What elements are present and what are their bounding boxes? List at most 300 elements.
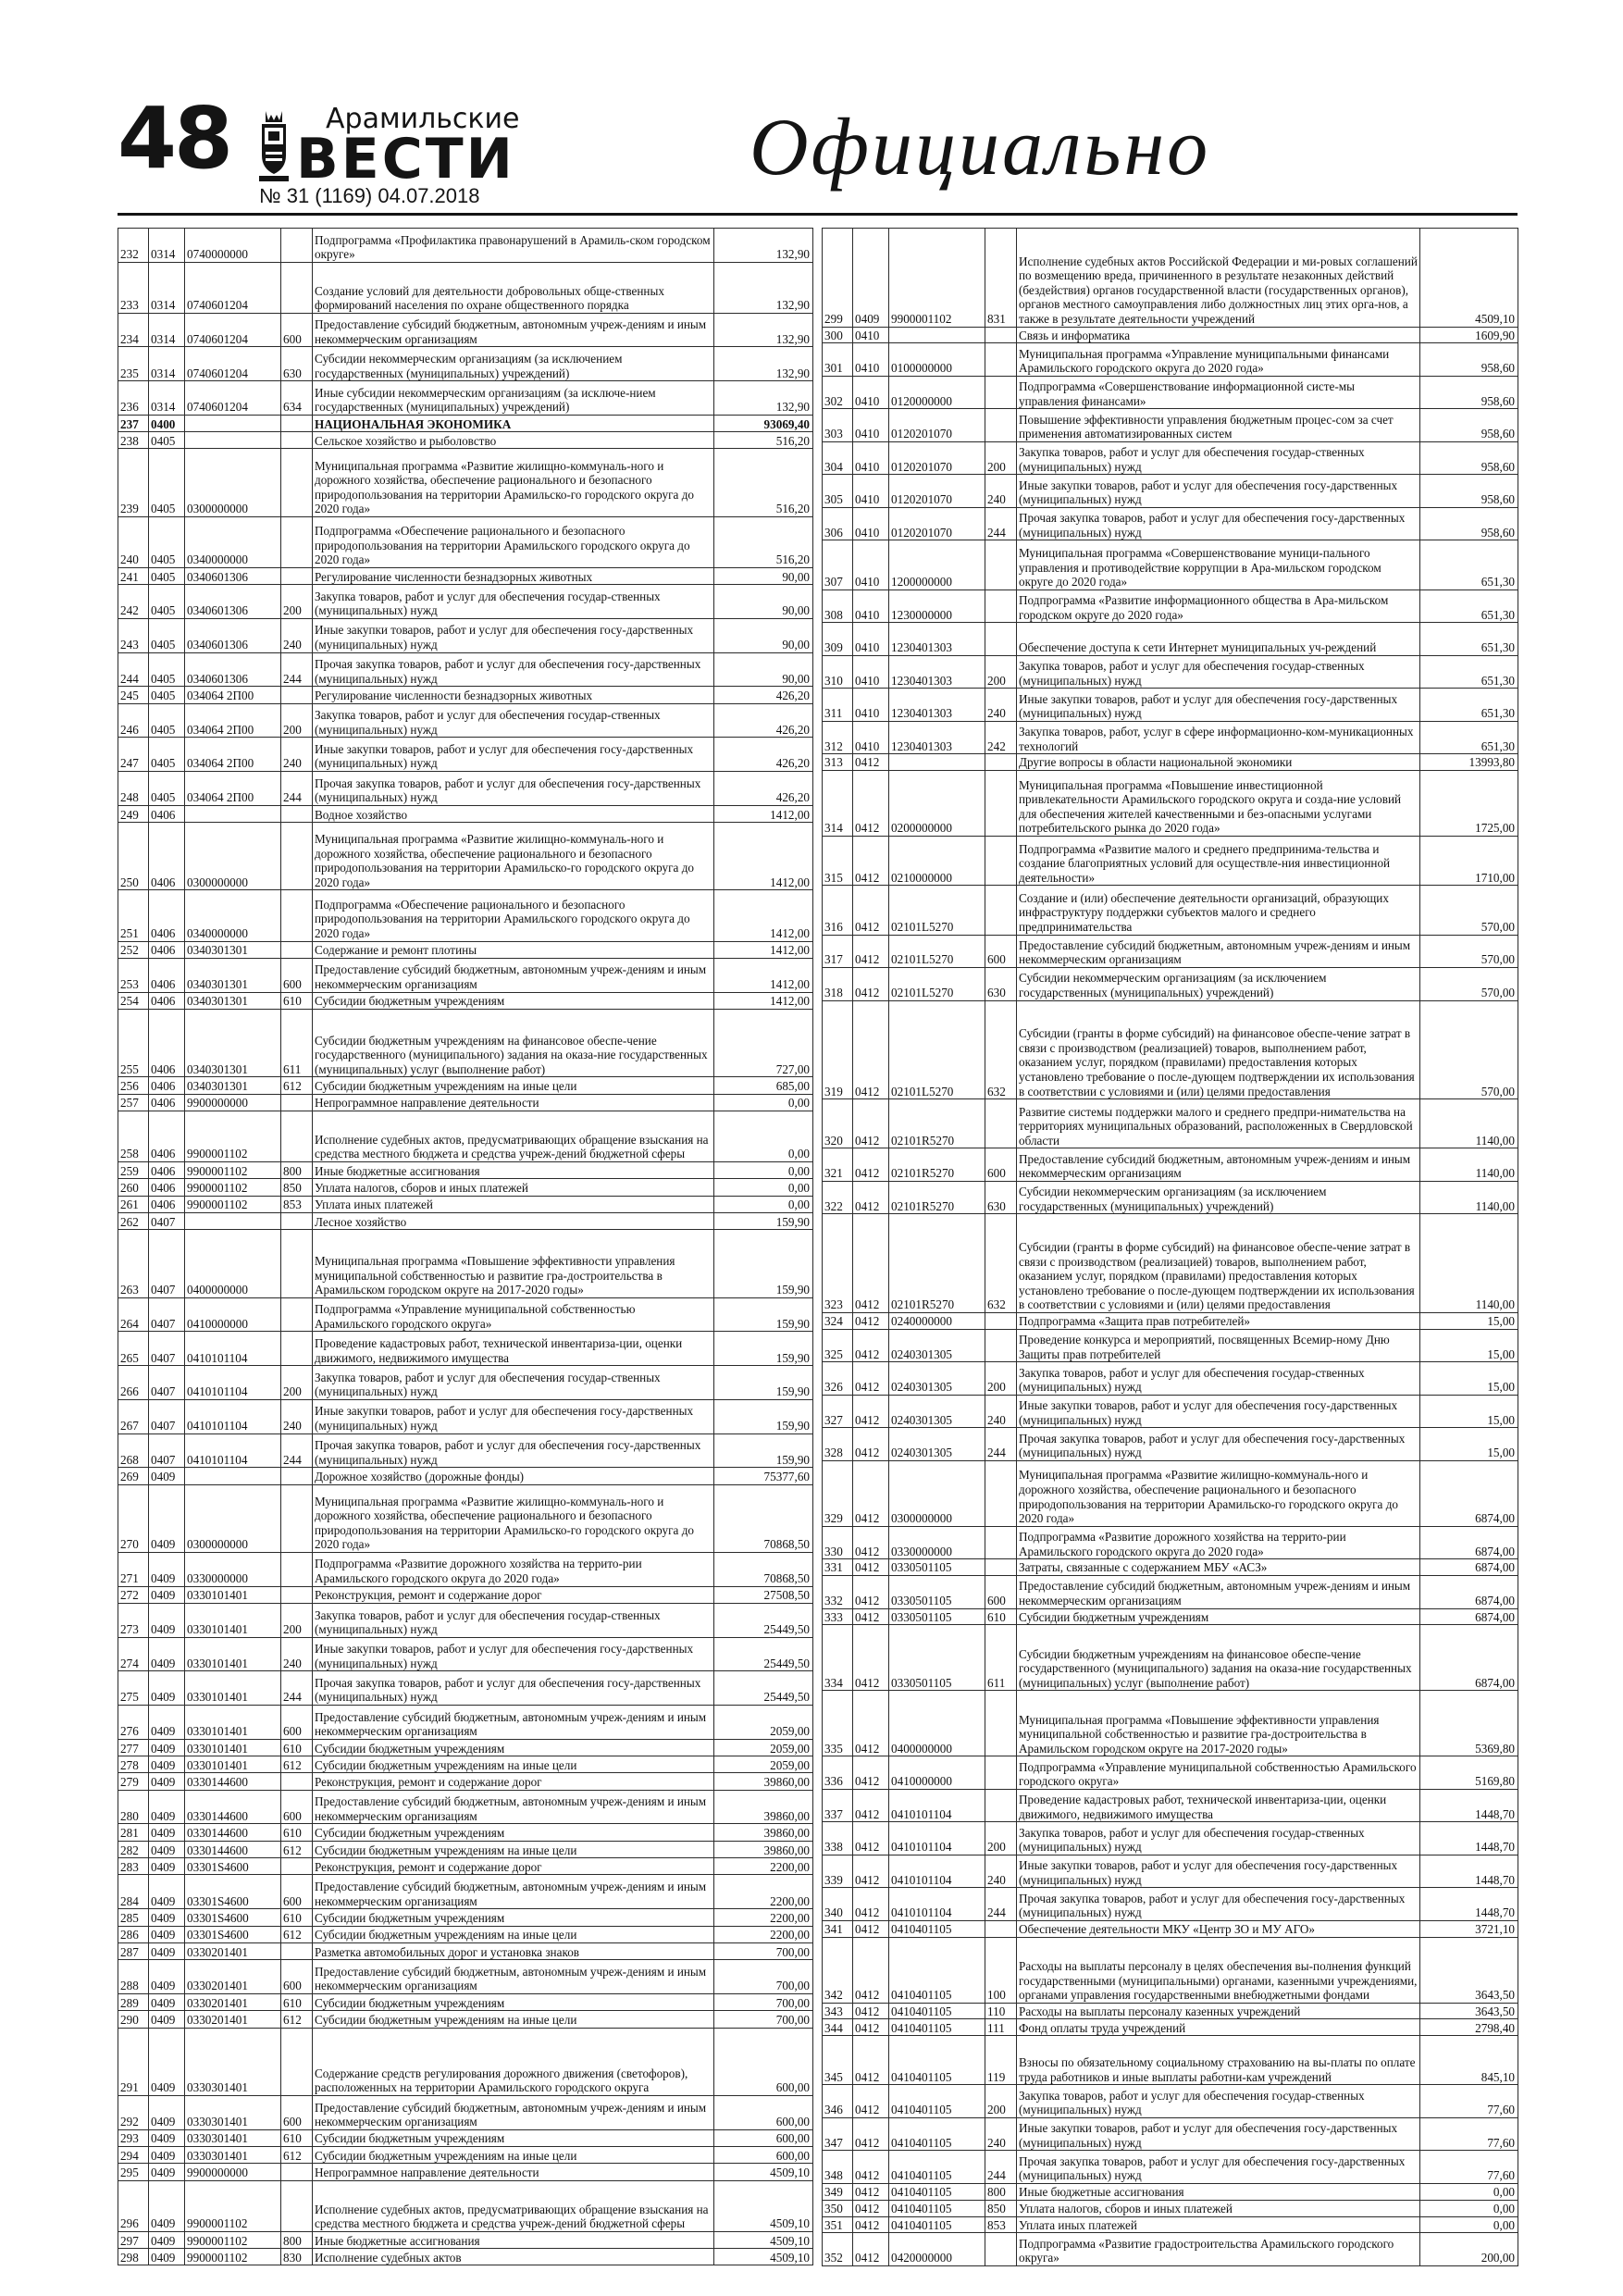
table-row (823, 1099, 1518, 1148)
expense-type-code (281, 941, 313, 958)
table-row (823, 2200, 1518, 2216)
section-code: 0412 (853, 1214, 889, 1313)
amount-value: 1448,70 (1420, 1822, 1518, 1855)
expense-type-code: 244 (985, 1888, 1017, 1921)
section-code: 0412 (853, 1625, 889, 1691)
item-description: Проведение кадастровых работ, технической инвентаризa-ции, оценки движимого, недвижимого имущества (1017, 1789, 1420, 1822)
amount-value: 0,00 (1420, 2184, 1518, 2201)
expense-type-code: 244 (281, 772, 313, 806)
row-number: 306 (823, 507, 853, 540)
table-row (823, 229, 1518, 328)
row-number: 265 (118, 1332, 149, 1366)
section-code: 0412 (853, 1855, 889, 1888)
item-description: Муниципальная программа «Развитие жилищно-коммуналь-ного и дорожного хозяйства, обеспечение рационального и безопасного природопользования на территории Арамильско-го городского округа до 2020 года» (313, 449, 714, 516)
target-article-code: 0330101401 (185, 1739, 281, 1756)
target-article-code: 0340301301 (185, 941, 281, 958)
item-description: Предоставление субсидий бюджетным, автономным учреж-дениям и иным некоммерческим организациям (313, 958, 714, 992)
target-article-code: 0330301401 (185, 2129, 281, 2146)
target-article-code (185, 805, 281, 822)
item-description: Расходы на выплаты персоналу казенных учреждений (1017, 2003, 1420, 2019)
expense-type-code (281, 1111, 313, 1161)
section-code: 0412 (853, 1428, 889, 1461)
row-number: 260 (118, 1179, 149, 1196)
expense-type-code (985, 1559, 1017, 1576)
table-row (823, 2184, 1518, 2201)
amount-value: 1412,00 (714, 941, 813, 958)
item-description: Субсидии бюджетным учреждениям (313, 2129, 714, 2146)
target-article-code: 9900001102 (889, 229, 985, 328)
table-row (118, 1111, 813, 1161)
amount-value: 4509,10 (714, 2164, 813, 2180)
target-article-code: 0340301301 (185, 992, 281, 1009)
item-description: Подпрограмма «Развитие малого и среднего предпринима-тельства и создание благоприятных условий для осуществле-ния инвестиционной деятельности» (1017, 837, 1420, 886)
expense-type-code: 200 (985, 2085, 1017, 2118)
item-description: Субсидии бюджетным учреждениям на финансовое обеспе-чение государственного (муниципального) задания на оказа-ние государственных (муниципальных) услуг (выполнение работ) (1017, 1625, 1420, 1691)
expense-type-code: 610 (281, 1993, 313, 2010)
amount-value: 4509,10 (714, 2180, 813, 2231)
target-article-code: 9900000000 (185, 2164, 281, 2180)
section-code: 0314 (149, 381, 185, 416)
row-number: 331 (823, 1559, 853, 1576)
section-code: 0407 (149, 1213, 185, 1230)
expense-type-code: 630 (281, 347, 313, 381)
section-code: 0412 (853, 2117, 889, 2151)
table-row (118, 1094, 813, 1111)
section-code: 0412 (853, 1608, 889, 1625)
amount-value: 132,90 (714, 229, 813, 263)
row-number: 288 (118, 1960, 149, 1994)
item-description: Иные субсидии некоммерческим организациям (за исключе-нием государственных (муниципальных) учреждений) (313, 381, 714, 416)
row-number: 273 (118, 1603, 149, 1637)
item-description: Закупка товаров, работ и услуг для обеспечения государ-ственных (муниципальных) нужд (313, 1603, 714, 1637)
amount-value: 132,90 (714, 262, 813, 313)
table-row (823, 721, 1518, 754)
table-row (823, 1937, 1518, 2003)
amount-value: 39860,00 (714, 1824, 813, 1841)
table-row (118, 1399, 813, 1433)
table-row (823, 655, 1518, 689)
item-description: Предоставление субсидий бюджетным, автономным учреж-дениям и иным некоммерческим организациям (313, 1790, 714, 1824)
item-description: Исполнение судебных актов, предусматривающих обращение взыскания на средства местного бюджета и средства учреж-дений бюджетной сферы (313, 2180, 714, 2231)
item-description: Субсидии бюджетным учреждениям (313, 992, 714, 1009)
amount-value: 132,90 (714, 347, 813, 381)
section-code: 0409 (149, 2231, 185, 2248)
row-number: 313 (823, 754, 853, 771)
row-number: 310 (823, 655, 853, 689)
target-article-code: 0120201070 (889, 441, 985, 475)
target-article-code: 0330201401 (185, 2011, 281, 2028)
item-description: Создание и (или) обеспечение деятельности организаций, образующих инфраструктуру поддержки субъектов малого и среднего предпринимательства (1017, 886, 1420, 935)
row-number: 280 (118, 1790, 149, 1824)
amount-value: 651,30 (1420, 590, 1518, 623)
target-article-code: 0410101104 (889, 1822, 985, 1855)
section-code: 0406 (149, 1009, 185, 1076)
section-code: 0409 (149, 1993, 185, 2010)
table-row (823, 837, 1518, 886)
target-article-code: 0330000000 (889, 1526, 985, 1559)
table-row (118, 1739, 813, 1756)
section-code: 0412 (853, 2216, 889, 2233)
expense-type-code: 634 (281, 381, 313, 416)
expense-type-code: 244 (985, 507, 1017, 540)
expense-type-code: 612 (281, 2011, 313, 2028)
table-row (823, 1855, 1518, 1888)
item-description: Муниципальная программа «Развитие жилищно-коммуналь-ного и дорожного хозяйства, обеспечение рационального и безопасного природопользования на территории Арамильско-го городского округа до 2020 года» (1017, 1460, 1420, 1526)
amount-value: 516,20 (714, 432, 813, 449)
amount-value: 0,00 (1420, 2216, 1518, 2233)
section-code: 0410 (853, 327, 889, 343)
section-code: 0412 (853, 1822, 889, 1855)
item-description: Иные закупки товаров, работ и услуг для обеспечения госу-дарственных (муниципальных) нужд (313, 738, 714, 772)
item-description: Прочая закупка товаров, работ и услуг для обеспечения госу-дарственных (муниципальных) нужд (313, 772, 714, 806)
paper-name-logo: ВЕСТИ (296, 127, 515, 192)
target-article-code: 9900001102 (185, 1111, 281, 1161)
expense-type-code: 610 (281, 1824, 313, 1841)
section-code: 0412 (853, 1460, 889, 1526)
section-code: 0407 (149, 1399, 185, 1433)
section-code: 0405 (149, 687, 185, 703)
section-code: 0412 (853, 2085, 889, 2118)
target-article-code (185, 1213, 281, 1230)
issue-number-date: № 31 (1169) 04.07.2018 (259, 184, 480, 207)
row-number: 341 (823, 1920, 853, 1937)
row-number: 344 (823, 2019, 853, 2036)
row-number: 255 (118, 1009, 149, 1076)
section-code: 0409 (149, 1942, 185, 1959)
section-code: 0412 (853, 1756, 889, 1790)
expense-type-code: 611 (985, 1625, 1017, 1691)
target-article-code: 9900001102 (185, 2249, 281, 2265)
city-crest-icon (257, 107, 291, 185)
table-row (118, 1196, 813, 1212)
item-description: Сельское хозяйство и рыболовство (313, 432, 714, 449)
target-article-code: 0340000000 (185, 890, 281, 941)
section-code: 0412 (853, 2233, 889, 2266)
amount-value: 516,20 (714, 449, 813, 516)
table-row (118, 703, 813, 738)
target-article-code: 9900001102 (185, 2231, 281, 2248)
section-code: 0409 (149, 1552, 185, 1586)
target-article-code: 0330501105 (889, 1559, 985, 1576)
target-article-code: 0410000000 (889, 1756, 985, 1790)
target-article-code: 0410401105 (889, 2085, 985, 2118)
item-description: Подпрограмма «Развитие дорожного хозяйства на террито-рии Арамильского городского округа до 2020 года» (1017, 1526, 1420, 1559)
target-article-code: 0330301401 (185, 2095, 281, 2129)
expense-type-code: 240 (985, 1855, 1017, 1888)
row-number: 337 (823, 1789, 853, 1822)
item-description: Субсидии бюджетным учреждениям (313, 1993, 714, 2010)
amount-value: 1140,00 (1420, 1099, 1518, 1148)
amount-value: 700,00 (714, 1993, 813, 2010)
row-number: 286 (118, 1926, 149, 1942)
section-code: 0406 (149, 1094, 185, 1111)
expense-type-code: 600 (985, 1148, 1017, 1182)
amount-value: 132,90 (714, 381, 813, 416)
section-code: 0405 (149, 703, 185, 738)
item-description: Прочая закупка товаров, работ и услуг для обеспечения госу-дарственных (муниципальных) нужд (1017, 507, 1420, 540)
expense-type-code: 830 (281, 2249, 313, 2265)
target-article-code: 02101L5270 (889, 1000, 985, 1099)
target-article-code: 0330301401 (185, 2147, 281, 2164)
item-description: Субсидии (гранты в форме субсидий) на финансовое обеспе-чение затрат в связи с производством (реализацией) товаров, выполнением работ, оказанием услуг, порядком (правилами) предоставления которых установлено требование о после-дующем подтверждении их использования в соответствии с условиями и (или) целями предоставления (1017, 1214, 1420, 1313)
section-code: 0412 (853, 2151, 889, 2184)
row-number: 234 (118, 313, 149, 347)
table-row (118, 1637, 813, 1671)
amount-value: 958,60 (1420, 343, 1518, 377)
target-article-code: 0120201070 (889, 409, 985, 442)
amount-value: 159,90 (714, 1366, 813, 1400)
expense-type-code: 630 (985, 1181, 1017, 1214)
section-code: 0412 (853, 886, 889, 935)
target-article-code: 0400000000 (889, 1691, 985, 1756)
row-number: 311 (823, 689, 853, 722)
item-description: Затраты, связанные с содержанием МБУ «АСЗ» (1017, 1559, 1420, 1576)
target-article-code: 0240301305 (889, 1329, 985, 1362)
amount-value: 2200,00 (714, 1909, 813, 1926)
item-description: Субсидии бюджетным учреждениям на финансовое обеспе-чение государственного (муниципального) задания на оказа-ние государственных (муниципальных) услуг (выполнение работ) (313, 1009, 714, 1076)
target-article-code: 0200000000 (889, 770, 985, 836)
item-description: Иные закупки товаров, работ и услуг для обеспечения госу-дарственных (муниципальных) нужд (1017, 1855, 1420, 1888)
row-number: 304 (823, 441, 853, 475)
amount-value: 3721,10 (1420, 1920, 1518, 1937)
row-number: 233 (118, 262, 149, 313)
amount-value: 1710,00 (1420, 837, 1518, 886)
target-article-code: 9900001102 (185, 1162, 281, 1179)
target-article-code: 0300000000 (185, 1484, 281, 1552)
row-number: 287 (118, 1942, 149, 1959)
amount-value: 1412,00 (714, 958, 813, 992)
amount-value: 159,90 (714, 1332, 813, 1366)
row-number: 262 (118, 1213, 149, 1230)
target-article-code: 0340301301 (185, 958, 281, 992)
expense-type-code (985, 327, 1017, 343)
target-article-code: 9900001102 (185, 1179, 281, 1196)
target-article-code: 0340601306 (185, 567, 281, 584)
amount-value: 0,00 (714, 1094, 813, 1111)
expense-type-code: 240 (281, 618, 313, 652)
target-article-code (185, 1468, 281, 1484)
section-code: 0409 (149, 2147, 185, 2164)
expense-type-code: 800 (281, 2231, 313, 2248)
amount-value: 1412,00 (714, 805, 813, 822)
amount-value: 600,00 (714, 2147, 813, 2164)
row-number: 300 (823, 327, 853, 343)
row-number: 305 (823, 475, 853, 508)
target-article-code: 0330144600 (185, 1841, 281, 1857)
section-code: 0409 (149, 1773, 185, 1790)
expense-type-code: 200 (985, 1822, 1017, 1855)
amount-value: 75377,60 (714, 1468, 813, 1484)
table-row (823, 376, 1518, 409)
expense-type-code: 831 (985, 229, 1017, 328)
row-number: 348 (823, 2151, 853, 2184)
item-description: Непрограммное направление деятельности (313, 1094, 714, 1111)
row-number: 327 (823, 1395, 853, 1428)
table-row (118, 1841, 813, 1857)
target-article-code: 0410401105 (889, 2036, 985, 2085)
section-code: 0412 (853, 2036, 889, 2085)
target-article-code: 0410101104 (889, 1789, 985, 1822)
table-row (823, 2003, 1518, 2019)
row-number: 232 (118, 229, 149, 263)
item-description: Связь и информатика (1017, 327, 1420, 343)
item-description: Иные бюджетные ассигнования (1017, 2184, 1420, 2201)
table-row (118, 1926, 813, 1942)
target-article-code: 0740601204 (185, 313, 281, 347)
table-row (823, 1888, 1518, 1921)
table-row (823, 409, 1518, 442)
row-number: 266 (118, 1366, 149, 1400)
section-code: 0405 (149, 567, 185, 584)
section-code: 0412 (853, 1148, 889, 1182)
expense-type-code: 612 (281, 1756, 313, 1773)
section-code: 0409 (149, 1756, 185, 1773)
section-code: 0314 (149, 347, 185, 381)
target-article-code: 0330144600 (185, 1773, 281, 1790)
expense-type-code (281, 1586, 313, 1603)
item-description: Предоставление субсидий бюджетным, автономным учреж-дениям и иным некоммерческим организациям (1017, 935, 1420, 968)
row-number: 238 (118, 432, 149, 449)
target-article-code: 1230401303 (889, 655, 985, 689)
expense-type-code (281, 823, 313, 890)
item-description: Прочая закупка товаров, работ и услуг для обеспечения госу-дарственных (муниципальных) нужд (313, 652, 714, 687)
table-row (118, 313, 813, 347)
amount-value: 2798,40 (1420, 2019, 1518, 2036)
amount-value: 685,00 (714, 1077, 813, 1094)
row-number: 279 (118, 1773, 149, 1790)
target-article-code: 0410401105 (889, 1937, 985, 2003)
section-code: 0409 (149, 1586, 185, 1603)
expense-type-code (281, 890, 313, 941)
table-row (118, 1230, 813, 1297)
row-number: 264 (118, 1297, 149, 1332)
target-article-code: 0410101104 (185, 1366, 281, 1400)
item-description: Расходы на выплаты персоналу в целях обеспечения вы-полнения функций государственными (муниципальными) органами, казенными учреждениями, органами управления государственными внебюджетными фондами (1017, 1937, 1420, 2003)
row-number: 333 (823, 1608, 853, 1625)
table-row (118, 1213, 813, 1230)
item-description: Непрограммное направление деятельности (313, 2164, 714, 2180)
expense-type-code: 200 (281, 1366, 313, 1400)
target-article-code: 03301S4600 (185, 1909, 281, 1926)
item-description: Иные закупки товаров, работ и услуг для обеспечения госу-дарственных (муниципальных) нужд (313, 1399, 714, 1433)
amount-value: 90,00 (714, 567, 813, 584)
amount-value: 2200,00 (714, 1858, 813, 1875)
target-article-code: 0330101401 (185, 1756, 281, 1773)
table-row (118, 2180, 813, 2231)
rows-right (823, 229, 1518, 2266)
amount-value: 1140,00 (1420, 1148, 1518, 1182)
row-number: 258 (118, 1111, 149, 1161)
target-article-code: 0120000000 (889, 376, 985, 409)
item-description: Субсидии бюджетным учреждениям на иные цели (313, 2011, 714, 2028)
row-number: 270 (118, 1484, 149, 1552)
expense-type-code: 612 (281, 1077, 313, 1094)
table-row (823, 441, 1518, 475)
amount-value: 700,00 (714, 2011, 813, 2028)
item-description: Иные бюджетные ассигнования (313, 2231, 714, 2248)
row-number: 316 (823, 886, 853, 935)
section-code: 0410 (853, 540, 889, 590)
item-description: Содержание и ремонт плотины (313, 941, 714, 958)
target-article-code: 0410101104 (185, 1399, 281, 1433)
section-code: 0405 (149, 432, 185, 449)
target-article-code: 02101R5270 (889, 1099, 985, 1148)
item-description: Иные закупки товаров, работ и услуг для обеспечения госу-дарственных (муниципальных) нужд (1017, 475, 1420, 508)
section-code: 0406 (149, 1179, 185, 1196)
row-number: 309 (823, 623, 853, 656)
expense-type-code (985, 1099, 1017, 1148)
target-article-code: 0340000000 (185, 516, 281, 567)
item-description: Иные закупки товаров, работ и услуг для обеспечения госу-дарственных (муниципальных) нужд (1017, 1395, 1420, 1428)
row-number: 267 (118, 1399, 149, 1433)
amount-value: 93069,40 (714, 415, 813, 431)
item-description: Проведение конкурса и мероприятий, посвященных Всемир-ному Дню Защиты прав потребителей (1017, 1329, 1420, 1362)
amount-value: 958,60 (1420, 507, 1518, 540)
target-article-code: 0330101401 (185, 1603, 281, 1637)
section-code: 0410 (853, 441, 889, 475)
table-row (118, 1179, 813, 1196)
section-code: 0409 (149, 1824, 185, 1841)
row-number: 289 (118, 1993, 149, 2010)
table-row (118, 1297, 813, 1332)
section-code: 0412 (853, 1362, 889, 1396)
target-article-code: 0240000000 (889, 1312, 985, 1329)
table-row (823, 507, 1518, 540)
table-row (823, 1625, 1518, 1691)
table-row (823, 1000, 1518, 1099)
row-number: 315 (823, 837, 853, 886)
row-number: 247 (118, 738, 149, 772)
expense-type-code (985, 1329, 1017, 1362)
row-number: 243 (118, 618, 149, 652)
expense-type-code: 850 (281, 1179, 313, 1196)
amount-value: 5369,80 (1420, 1691, 1518, 1756)
amount-value: 39860,00 (714, 1841, 813, 1857)
row-number: 271 (118, 1552, 149, 1586)
amount-value: 958,60 (1420, 409, 1518, 442)
item-description: Субсидии некоммерческим организациям (за исключением государственных (муниципальных) учреждений) (1017, 1181, 1420, 1214)
table-row (823, 935, 1518, 968)
row-number: 261 (118, 1196, 149, 1212)
expense-type-code (985, 1526, 1017, 1559)
budget-table-right (822, 228, 1518, 2266)
item-description: Субсидии (гранты в форме субсидий) на финансовое обеспе-чение затрат в связи с производством (реализацией) товаров, выполнением работ, оказанием услуг, порядком (правилами) предоставления которых установлено требование о после-дующем подтверждении их использования в соответствии с условиями и (или) целями предоставления (1017, 1000, 1420, 1099)
item-description: Содержание средств регулирования дорожного движения (светофоров), расположенных на территории Арамильского городского округа (313, 2028, 714, 2095)
expense-type-code: 600 (985, 1576, 1017, 1609)
row-number: 269 (118, 1468, 149, 1484)
row-number: 236 (118, 381, 149, 416)
expense-type-code (281, 1484, 313, 1552)
item-description: Предоставление субсидий бюджетным, автономным учреж-дениям и иным некоммерческим организациям (1017, 1148, 1420, 1182)
row-number: 263 (118, 1230, 149, 1297)
item-description: Закупка товаров, работ, услуг в сфере информационно-ком-муникационных технологий (1017, 721, 1420, 754)
section-code: 0409 (149, 2028, 185, 2095)
table-row (118, 1552, 813, 1586)
item-description: Предоставление субсидий бюджетным, автономным учреж-дениям и иным некоммерческим организациям (313, 1706, 714, 1740)
expense-type-code (281, 1773, 313, 1790)
row-number: 290 (118, 2011, 149, 2028)
section-code: 0406 (149, 1111, 185, 1161)
table-row (118, 1009, 813, 1076)
target-article-code: 034064 2П00 (185, 703, 281, 738)
expense-type-code (985, 376, 1017, 409)
table-row (118, 805, 813, 822)
expense-type-code (281, 432, 313, 449)
amount-value: 651,30 (1420, 655, 1518, 689)
item-description: Субсидии бюджетным учреждениям (313, 1739, 714, 1756)
amount-value: 1412,00 (714, 890, 813, 941)
section-code: 0406 (149, 823, 185, 890)
